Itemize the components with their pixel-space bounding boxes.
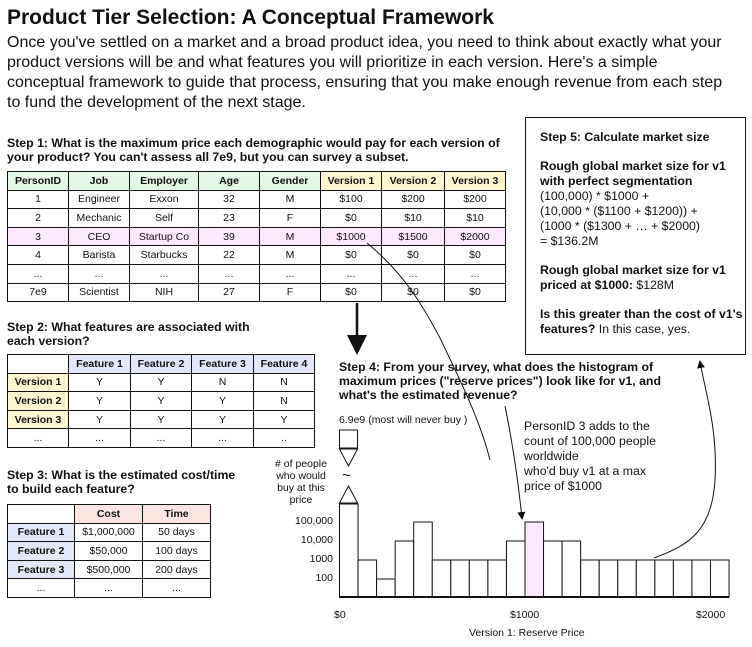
x-tick: $0 <box>334 609 346 621</box>
histogram-bar <box>562 541 581 597</box>
table-cell: Y <box>131 410 192 429</box>
table-cell: $0 <box>321 246 382 265</box>
table-cell: 27 <box>199 283 260 302</box>
histogram-bar <box>432 560 451 597</box>
connector-curve <box>367 243 490 460</box>
table-cell: $200 <box>445 190 506 209</box>
table-cell: Y <box>69 410 131 429</box>
histogram-bar <box>377 579 396 597</box>
y-tick: 100,000 <box>295 515 333 527</box>
table-cell: $10 <box>382 209 445 228</box>
arrow-to-highlight-bar <box>505 406 522 518</box>
step2-heading: Step 2: What features are associated with each version? <box>7 320 250 348</box>
table-cell: Mechanic <box>69 209 130 228</box>
row-header: Version 2 <box>8 392 69 411</box>
p3-answer: In this case, yes. <box>595 322 691 336</box>
x-tick: $2000 <box>696 609 726 621</box>
table-cell: 39 <box>199 227 260 246</box>
p2-value: $128M <box>632 278 674 292</box>
row-header: Feature 2 <box>8 542 75 561</box>
p1-line: = $136.2M <box>540 234 599 248</box>
column-header: Version 3 <box>445 172 506 191</box>
table-cell: M <box>260 246 321 265</box>
histogram-bar <box>469 560 488 597</box>
row-header: Feature 3 <box>8 560 75 579</box>
p1-line: (100,000) * $1000 + <box>540 189 650 203</box>
table-cell: Starbucks <box>130 246 199 265</box>
table-cell: 22 <box>199 246 260 265</box>
table-cell: $0 <box>382 283 445 302</box>
histogram-bar <box>673 560 692 597</box>
table-cell: $0 <box>382 246 445 265</box>
table-cell: ... <box>69 429 131 448</box>
row-header: Version 3 <box>8 410 69 429</box>
table-cell: Y <box>69 392 131 411</box>
table-cell: N <box>192 373 254 392</box>
table-cell: 50 days <box>143 523 211 542</box>
column-header: PersonID <box>8 172 69 191</box>
histogram-bar <box>711 560 730 597</box>
y-tick: 1000 <box>309 553 333 565</box>
top-bar-stub <box>340 430 358 448</box>
table-cell: ... <box>143 579 211 598</box>
p1-bold: Rough global market size for v1 with perfect segmentation <box>540 159 726 188</box>
table-cell: $1000 <box>321 227 382 246</box>
row-header: Version 1 <box>8 373 69 392</box>
table-cell: ... <box>69 264 130 283</box>
row-header: 7e9 <box>8 283 69 302</box>
table-cell: ... <box>445 264 506 283</box>
table-cell: N <box>254 373 315 392</box>
p3-bold: Is this greater than the cost of v1's features? <box>540 307 743 336</box>
table-cell: ... <box>131 429 192 448</box>
table-cell: $100 <box>321 190 382 209</box>
intro-text: Once you've settled on a market and a broad product idea, you need to think about exactly what your product versions will be and what features you will prioritize in each version. Here's a simple conceptual framework to guide that process, ensuring that you make enough revenue from each step to fund the development of the next stage. <box>7 34 723 111</box>
table-cell: ... <box>260 264 321 283</box>
histogram-bar <box>506 541 525 597</box>
p1-line: (1000 * ($1300 + … + $2000) <box>540 219 700 233</box>
axis-break-icon: ~ <box>342 467 351 484</box>
table-cell: $200 <box>382 190 445 209</box>
table-cell: Y <box>192 392 254 411</box>
x-axis-label: Version 1: Reserve Price <box>469 627 585 639</box>
annotation-line: count of 100,000 people <box>524 434 656 448</box>
table-cell: Self <box>130 209 199 228</box>
p2-bold: Rough global market size for v1 priced at $1000: <box>540 263 726 292</box>
annotation-line: price of $1000 <box>524 479 602 493</box>
table-cell: 32 <box>199 190 260 209</box>
column-header: Feature 3 <box>192 355 254 374</box>
table-cell: $500,000 <box>75 560 143 579</box>
table-cell: 100 days <box>143 542 211 561</box>
histogram-bar <box>414 522 433 597</box>
table-cell: 23 <box>199 209 260 228</box>
table-cell: $2000 <box>445 227 506 246</box>
break-down-triangle-icon <box>340 449 358 466</box>
column-header: Feature 4 <box>254 355 315 374</box>
table-cell: $0 <box>445 283 506 302</box>
table-cell: M <box>260 190 321 209</box>
histogram-bar <box>655 560 674 597</box>
table-cell: Y <box>131 392 192 411</box>
y-tick: 10,000 <box>300 534 333 546</box>
row-header: 1 <box>8 190 69 209</box>
row-header: 2 <box>8 209 69 228</box>
table-cell: $0 <box>321 209 382 228</box>
histogram-bar <box>340 504 359 597</box>
row-header: ... <box>8 579 75 598</box>
column-header: Employer <box>130 172 199 191</box>
annotation-line: PersonID 3 adds to the <box>524 419 650 433</box>
break-up-triangle-icon <box>340 486 358 503</box>
table-cell: $10 <box>445 209 506 228</box>
annotation-line: who'd buy v1 at a max <box>524 464 646 478</box>
column-header: Version 1 <box>321 172 382 191</box>
y-tick: 100 <box>315 572 333 584</box>
table-cell: $1,000,000 <box>75 523 143 542</box>
table-cell: $0 <box>445 246 506 265</box>
table-cell: Engineer <box>69 190 130 209</box>
histogram-bar <box>451 560 470 597</box>
table-cell: Startup Co <box>130 227 199 246</box>
table-cell: Y <box>192 410 254 429</box>
step5-heading: Step 5: Calculate market size <box>540 130 710 144</box>
table-cell: .. <box>254 429 315 448</box>
histogram-bar <box>581 560 600 597</box>
histogram-bar <box>692 560 711 597</box>
histogram-bar <box>358 560 377 597</box>
y-axis-label: # of people who would buy at this price <box>275 458 327 506</box>
histogram-bar <box>618 560 637 597</box>
row-header: ... <box>8 429 69 448</box>
table-cell: CEO <box>69 227 130 246</box>
column-header: Time <box>143 505 211 524</box>
histogram-bar <box>395 541 414 597</box>
column-header: Cost <box>75 505 143 524</box>
histogram-bar <box>599 560 618 597</box>
table-cell: Y <box>69 373 131 392</box>
table-cell: N <box>254 392 315 411</box>
table-cell: ... <box>382 264 445 283</box>
top-bar-label: 6.9e9 (most will never buy ) <box>339 414 468 426</box>
histogram-bar-highlighted <box>525 522 544 597</box>
table-cell: ... <box>192 429 254 448</box>
table-cell: F <box>260 283 321 302</box>
row-header: 3 <box>8 227 69 246</box>
table-cell: Scientist <box>69 283 130 302</box>
row-header: Feature 1 <box>8 523 75 542</box>
table-cell: Barista <box>69 246 130 265</box>
column-header: Feature 2 <box>131 355 192 374</box>
annotation-line: worldwide <box>524 449 579 463</box>
step3-heading: Step 3: What is the estimated cost/time to build each feature? <box>7 468 236 496</box>
table-cell: ... <box>199 264 260 283</box>
table-cell: Y <box>254 410 315 429</box>
row-header: ... <box>8 264 69 283</box>
table-cell: 200 days <box>143 560 211 579</box>
table-cell: $0 <box>321 283 382 302</box>
table-cell: F <box>260 209 321 228</box>
row-header: 4 <box>8 246 69 265</box>
histogram-bar <box>488 560 507 597</box>
table-cell: ... <box>75 579 143 598</box>
histogram-bar <box>636 560 655 597</box>
table-cell: ... <box>130 264 199 283</box>
table-cell: ... <box>321 264 382 283</box>
table-cell: Y <box>131 373 192 392</box>
column-header: Gender <box>260 172 321 191</box>
column-header: Version 2 <box>382 172 445 191</box>
x-tick: $1000 <box>510 609 540 621</box>
table-cell: NIH <box>130 283 199 302</box>
column-header: Age <box>199 172 260 191</box>
p1-line: (10,000 * ($1100 + $1200)) + <box>540 204 698 218</box>
page-title: Product Tier Selection: A Conceptual Framework <box>7 6 494 29</box>
step1-heading: Step 1: What is the maximum price each demographic would pay for each version of your product? You can't assess all 7e9, but you can survey a subset. <box>7 136 500 164</box>
column-header: Feature 1 <box>69 355 131 374</box>
histogram-bar <box>544 541 563 597</box>
step4-heading: Step 4: From your survey, what does the histogram of maximum prices ("reserve prices") look like for v1, and what's the estimated revenue? <box>339 360 661 402</box>
column-header: Job <box>69 172 130 191</box>
table-cell: $1500 <box>382 227 445 246</box>
table-cell: M <box>260 227 321 246</box>
table-cell: $50,000 <box>75 542 143 561</box>
arrow-to-step5 <box>654 362 715 558</box>
table-cell: Exxon <box>130 190 199 209</box>
